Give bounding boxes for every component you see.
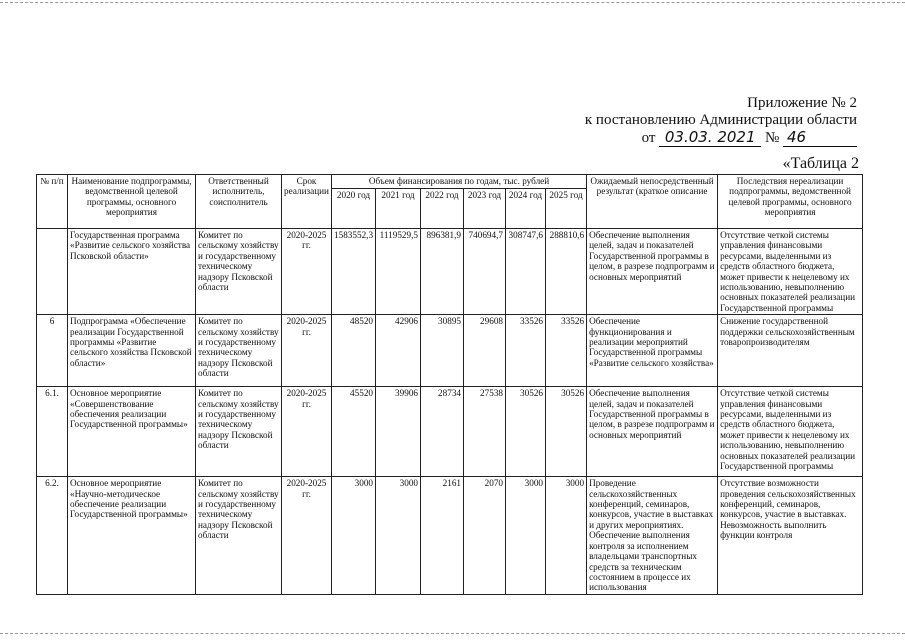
header-num: № п/п xyxy=(37,175,68,229)
header-result: Ожидаемый непосредственный результат (краткое описание xyxy=(587,175,718,229)
header-funding: Объем финансирования по годам, тыс. рублей xyxy=(332,175,587,189)
row-term: 2020-2025 гг. xyxy=(282,387,332,477)
row-value-2020: 3000 xyxy=(332,477,376,594)
row-executor: Комитет по сельскому хозяйству и государственному техническому надзору Псковской области xyxy=(196,387,282,477)
row-num: 6.1. xyxy=(37,387,68,477)
row-executor: Комитет по сельскому хозяйству и государственному техническому надзору Псковской области xyxy=(196,477,282,594)
row-num: 6.2. xyxy=(37,477,68,594)
row-term: 2020-2025 гг. xyxy=(282,477,332,594)
order-prefix: от xyxy=(641,130,656,146)
row-value-2022: 30895 xyxy=(421,315,464,387)
header-year: 2025 год xyxy=(546,189,587,229)
row-value-2025: 33526 xyxy=(546,315,587,387)
table-caption: «Таблица 2 xyxy=(782,155,859,172)
header-year: 2020 год xyxy=(332,189,376,229)
header-year: 2023 год xyxy=(464,189,506,229)
row-result: Проведение сельскохозяйственных конференций, семинаров, конкурсов, участие в выставках и других мероприятиях. Обеспечение выполнения контроля за исполнением владельцами транспортных средств за техническим состоянием в процессе их использования xyxy=(587,477,718,594)
row-consequences: Отсутствие четкой системы управления финансовыми ресурсами, выделенными из средств областного бюджета, может привести к нецелевому их использованию, невыполнению основных показателей реализации Государственной программы xyxy=(718,387,863,477)
row-value-2024: 3000 xyxy=(506,477,546,594)
table-row xyxy=(37,229,863,315)
row-value-2021: 1119529,5 xyxy=(376,229,421,315)
row-value-2023: 2070 xyxy=(464,477,506,594)
funding-table xyxy=(36,174,863,595)
row-value-2020: 45520 xyxy=(332,387,376,477)
row-name: Основное мероприятие «Совершенствование обеспечения реализации Государственной программы» xyxy=(68,387,196,477)
row-name: Подпрограмма «Обеспечение реализации Государственной программы «Развитие сельского хозяйства Псковской области» xyxy=(68,315,196,387)
row-name: Государственная программа «Развитие сельского хозяйства Псковской области» xyxy=(68,229,196,315)
row-executor: Комитет по сельскому хозяйству и государственному техническому надзору Псковской области xyxy=(196,229,282,315)
header-year: 2021 год xyxy=(376,189,421,229)
row-value-2025: 288810,6 xyxy=(546,229,587,315)
order-date: 03.03. 2021 xyxy=(659,129,761,147)
document-header xyxy=(585,95,857,147)
row-result: Обеспечение выполнения целей, задач и показателей Государственной программы в целом, в разрезе подпрограмм и основных мероприятий xyxy=(587,229,718,315)
row-value-2025: 3000 xyxy=(546,477,587,594)
row-value-2023: 29608 xyxy=(464,315,506,387)
row-value-2021: 42906 xyxy=(376,315,421,387)
row-name: Основное мероприятие «Научно-методическое обеспечение реализации Государственной программы» xyxy=(68,477,196,594)
header-executor: Ответственный исполнитель, соисполнитель xyxy=(196,175,282,229)
row-value-2020: 1583552,3 xyxy=(332,229,376,315)
row-term: 2020-2025 гг. xyxy=(282,315,332,387)
row-value-2025: 30526 xyxy=(546,387,587,477)
scan-edge-top xyxy=(0,2,905,3)
row-value-2024: 308747,6 xyxy=(506,229,546,315)
header-year: 2024 год xyxy=(506,189,546,229)
header-year: 2022 год xyxy=(421,189,464,229)
row-value-2021: 3000 xyxy=(376,477,421,594)
order-line xyxy=(642,129,857,147)
row-value-2024: 33526 xyxy=(506,315,546,387)
row-value-2020: 48520 xyxy=(332,315,376,387)
order-number-label: № xyxy=(764,130,780,146)
table-row xyxy=(37,477,863,594)
row-value-2023: 740694,7 xyxy=(464,229,506,315)
header-consequences: Последствия нереализации подпрограммы, ведомственной целевой программы, основного мероприятия xyxy=(718,175,863,229)
row-value-2022: 28734 xyxy=(421,387,464,477)
row-consequences: Снижение государственной поддержки сельскохозяйственным товаропроизводителям xyxy=(718,315,863,387)
row-value-2022: 896381,9 xyxy=(421,229,464,315)
header-name: Наименование подпрограммы, ведомственной целевой программы, основного мероприятия xyxy=(68,175,196,229)
appendix-title: Приложение № 2 xyxy=(747,95,857,111)
row-result: Обеспечение выполнения целей, задач и показателей Государственной программы в целом, в разрезе подпрограмм и основных мероприятий xyxy=(587,387,718,477)
row-executor: Комитет по сельскому хозяйству и государственному техническому надзору Псковской области xyxy=(196,315,282,387)
scan-edge-bottom xyxy=(0,633,905,634)
row-result: Обеспечение функционирования и реализации мероприятий Государственной программы «Развитие сельского хозяйства» xyxy=(587,315,718,387)
order-number: 46 xyxy=(783,129,857,147)
row-num: 6 xyxy=(37,315,68,387)
row-value-2023: 27538 xyxy=(464,387,506,477)
row-consequences: Отсутствие четкой системы управления финансовыми ресурсами, выделенными из средств областного бюджета, может привести к нецелевому их использованию, невыполнению основных показателей реализации Государственной программы xyxy=(718,229,863,315)
row-term: 2020-2025 гг. xyxy=(282,229,332,315)
table-row xyxy=(37,315,863,387)
resolution-line: к постановлению Администрации области xyxy=(584,112,857,128)
row-value-2022: 2161 xyxy=(421,477,464,594)
header-term: Срок реализации xyxy=(282,175,332,229)
table-row xyxy=(37,387,863,477)
row-num xyxy=(37,229,68,315)
row-consequences: Отсутствие возможности проведения сельскохозяйственных конференций, семинаров, конкурсов, участие в выставках. Невозможность выполнить функции контроля xyxy=(718,477,863,594)
row-value-2021: 39906 xyxy=(376,387,421,477)
row-value-2024: 30526 xyxy=(506,387,546,477)
